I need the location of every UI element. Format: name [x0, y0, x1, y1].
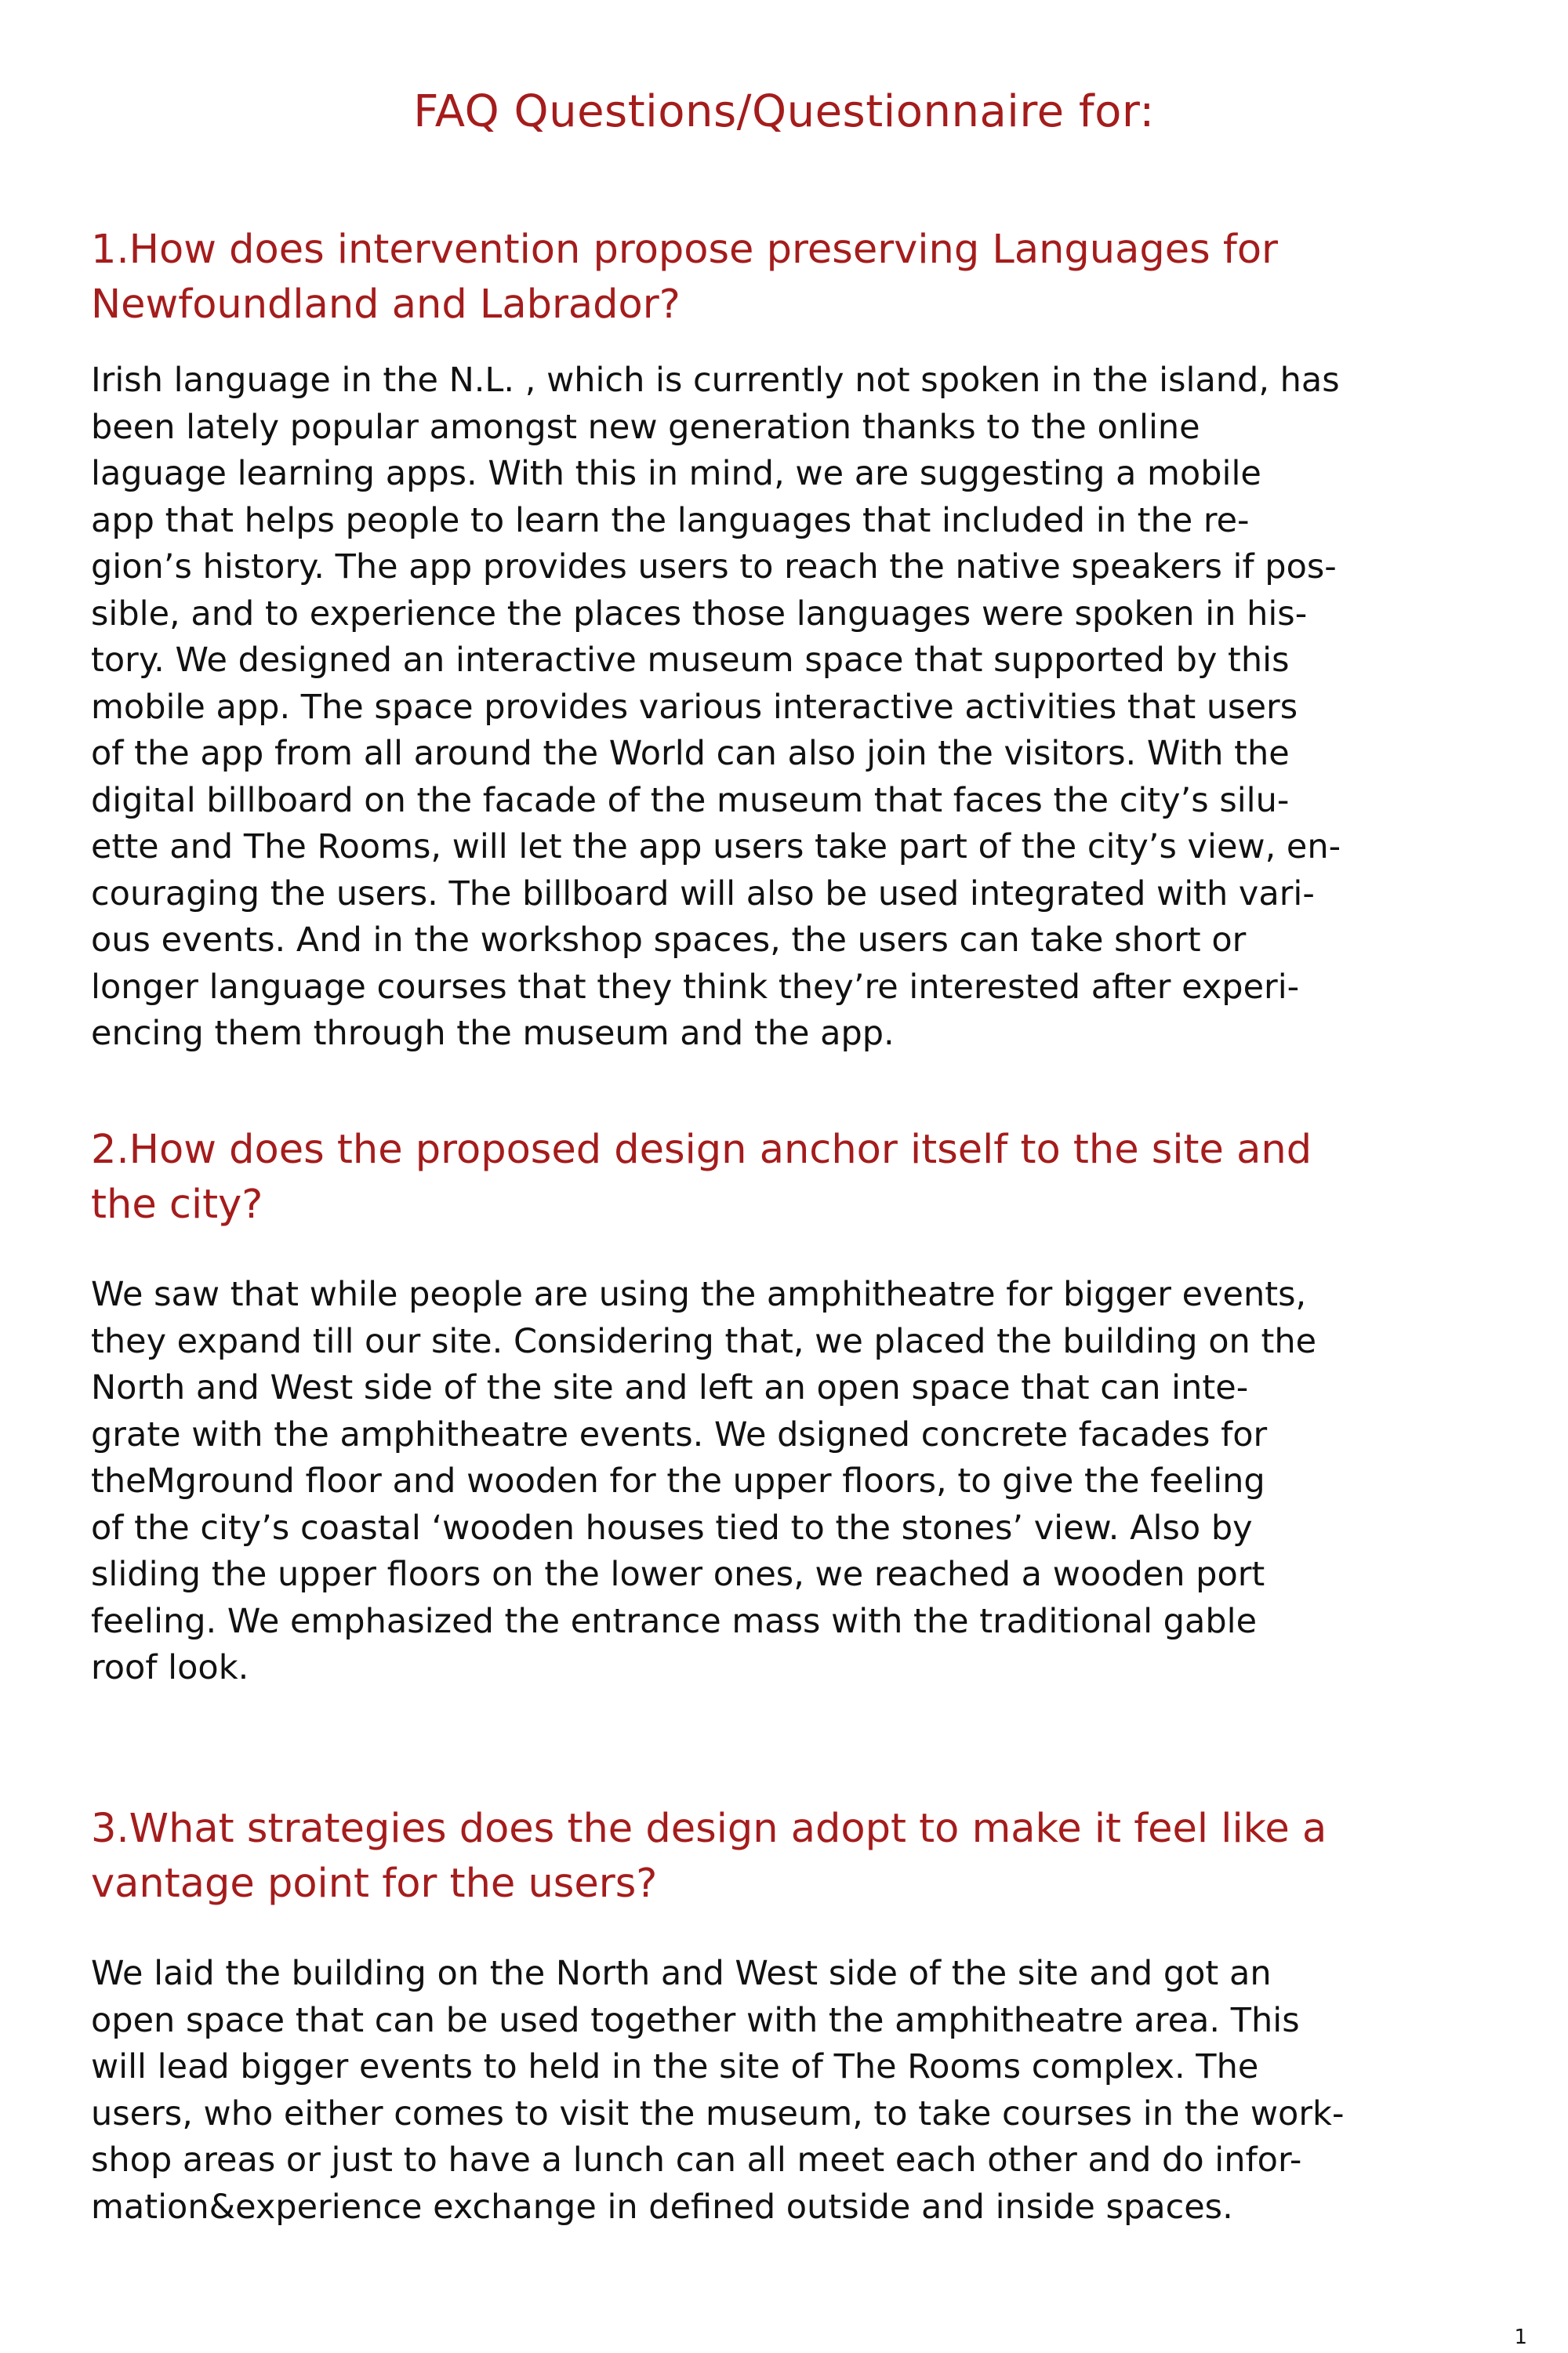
question-heading: 2.How does the proposed design anchor itself to the site and the city?: [91, 1127, 1312, 1228]
faq-section-2: [91, 1123, 1486, 1692]
answer-paragraph: We laid the building on the North and West side of the site and got an open space that can be used together with the amphitheatre area. This will lead bigger events to held in the site of The Rooms complex. The users, who either comes to visit the museum, to take courses in the work- shop areas or just to have a lunch can all meet each other and do infor- mation&experience exchange in defined outside and inside spaces.: [91, 1954, 1345, 2227]
page-number: 1: [1514, 2326, 1527, 2349]
question-heading: 1.How does intervention propose preserving Languages for Newfoundland and Labrador?: [91, 227, 1279, 328]
document-title: FAQ Questions/Questionnaire for:: [413, 86, 1155, 137]
question-heading: 3.What strategies does the design adopt to make it feel like a vantage point for the users?: [91, 1806, 1327, 1907]
faq-section-3: [91, 1802, 1486, 2231]
answer-paragraph: Irish language in the N.L. , which is currently not spoken in the island, has been lately popular amongst new generation thanks to the online laguage learning apps. With this in mind, we are suggesting a mobile app that helps people to learn the languages that included in the re- gion’s history. The app provides users to reach the native speakers if pos- sible, and to experience the places those languages were spoken in his- tory. We designed an interactive museum space that supported by this mobile app. The space provides various interactive activities that users of the app from all around the World can also join the visitors. With the digital billboard on the facade of the museum that faces the city’s silu- ette and The Rooms, will let the app users take part of the city’s view, en- couraging the users. The billboard will also be used integrated with vari- ous events. And in the workshop spaces, the users can take short or longer language courses that they think they’re interested after experi- encing them through the museum and the app.: [91, 361, 1341, 1053]
faq-section-1: [91, 223, 1486, 1058]
answer-paragraph: We saw that while people are using the amphitheatre for bigger events, they expand till our site. Considering that, we placed the building on the North and West side of the site and left an open space that can inte- grate with the amphitheatre events. We dsigned concrete facades for theMground floor and wooden for the upper floors, to give the feeling of the city’s coastal ‘wooden houses tied to the stones’ view. Also by sliding the upper floors on the lower ones, we reached a wooden port feeling. We emphasized the entrance mass with the traditional gable roof look.: [91, 1275, 1317, 1687]
